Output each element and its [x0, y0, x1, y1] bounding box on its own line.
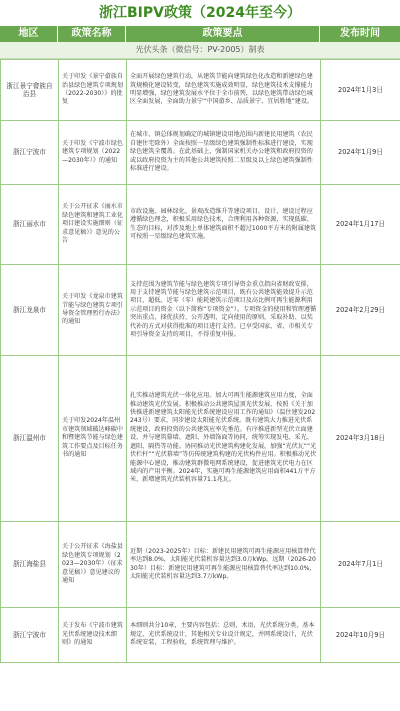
header-region: 地区: [0, 26, 58, 42]
cell-points: 扎实推动建筑光伏一体化应用。加大可再生能源建筑应用力度，全面推动建筑光伏发展。积极推动公共建筑屋顶光伏发展，按照《关于加快推进新建建筑太阳能光伏系统建设应用工作的通知》（温住建发202243号）要求，同步建设太阳能光伏系统。既有建筑大力推进光伏系统建设，政府投资的公共建筑应率先垂范。有序推进新型光伏立面建设，并与建筑幕墙、遮阳、外墙饰面等协同，统筹实现发电、采光、遮阳、隔热等功能。协同推动光伏建筑构建化发展，加强“光伏瓦”“光伏栏杆”“光伏幕墙”等仿传统建筑构建的光伏构件应用。积极推动光伏能源中心建设，推动建筑群微电网系统建设，促进建筑光伏电力在区域内的产用平衡。2024年，实施可再生能源建筑应用面积441万平方米，新增建筑光伏装机容量71.1兆瓦。: [127, 356, 321, 522]
cell-date: 2024年1月17日: [321, 185, 400, 265]
table-row: [1, 356, 400, 522]
cell-region: 浙江宁波市: [1, 121, 59, 185]
cell-points: 在城市、镇总体规划确定的城镇建设用地范围内新建民用建筑（农民自建住宅除外）全面按照一星级绿色建筑强制性标准进行建设，实现绿色建筑全覆盖。在此基础上，强制国家机关办公建筑和政府投资的或以政府投资为主的其他公共建筑按照二星级及以上绿色建筑强制性标准进行建设。: [127, 121, 321, 185]
cell-policy: 关于印发《宁波市绿色建筑专项规划（2022—2030年）》的通知: [59, 121, 127, 185]
cell-region: 浙江丽水市: [1, 185, 59, 265]
cell-policy: 关于发布《宁波市建筑光伏系统建设技术细则》的通知: [59, 608, 127, 663]
cell-date: 2024年2月29日: [321, 265, 400, 356]
table-row: [1, 185, 400, 265]
table-row: [1, 608, 400, 663]
table-row: [1, 522, 400, 608]
cell-policy: 关于印发2024年温州市建筑领域破达峰碳中和暨建筑节能与绿色建筑工作要点及目标任务书的通知: [59, 356, 127, 522]
table-row: [1, 265, 400, 356]
header-policy-name: 政策名称: [58, 26, 126, 42]
cell-points: 市政设施、园林绿化、景观改造维升等建设项目，设计、建设过程应遵循绿色理念，积极采用绿色技术，合理利用各种资源，实现低碳、生态的目标，对涉及地上单体建筑面积不超过1000平方米的附属建筑可按照一星级绿色建筑实施。: [127, 185, 321, 265]
cell-policy: 关于公开征求《海盐县绿色建筑专项规划（2023—2030年）（征求意见稿）》意见建议的通知: [59, 522, 127, 608]
cell-points: 本细则共分10章，主要内容包括：总则，术语，光伏系统分类，基本规定，光伏系统设计，其他相关专业设计规定，并网系统设计，光伏系统安装，工程验收，系统管理与维护。: [127, 608, 321, 663]
cell-region: 浙江景宁畲族自治县: [1, 60, 59, 121]
cell-points: 支持范围为建筑节能与绿色建筑专项引导资金重点指向省财政安排，用于支持建筑节能与绿色建筑示范项目，既有公共建筑能效提升示范项目，超低、近零（零）能耗建筑示范项目及高比例可再生能源利用示范项目的资金（以下简称“专项资金”）。专项资金的使用和管理遵循突出重点、择优扶持、公开透明、定向使用的原则，采取补助、以奖代补的方式对获得批准的项目进行支持。已享受国家、省、市相关专项引导资金支持的项目，不得重复申报。: [127, 265, 321, 356]
cell-region: 浙江宁波市: [1, 608, 59, 663]
table-row: [1, 60, 400, 121]
cell-date: 2024年3月18日: [321, 356, 400, 522]
policy-table: [0, 59, 400, 663]
cell-region: 浙江温州市: [1, 356, 59, 522]
page-title: 浙江BIPV政策（2024年至今）: [0, 0, 400, 26]
cell-points: 近期（2023-2025年）目标：新建民用建筑可再生能源应用核算替代率达到8.0%，太阳能光伏装机容量达到3.0万kWp。远期（2026-2030年）目标：新建民用建筑可再生能源应用核算替代率达到10.0%，太阳能光伏装机容量达到3.7万kWp。: [127, 522, 321, 608]
cell-date: 2024年1月3日: [321, 60, 400, 121]
cell-points: 全面开展绿色建筑行动，从建筑节能向建筑绿色化改造和新建绿色建筑规模化建设转变，绿色建筑实施成效明显，绿色建筑技术支撑能力明显增强，绿色建筑发展水平位于全市前列，以绿色建筑带动绿色城区全面发展，全面助力景宁“中国畲乡、品质景宁、宜居胜地”建设。: [127, 60, 321, 121]
cell-date: 2024年10月9日: [321, 608, 400, 663]
header-policy-points: 政策要点: [126, 26, 320, 42]
cell-date: 2024年7月1日: [321, 522, 400, 608]
cell-policy: 关于印发《龙泉市建筑节能与绿色建筑专项引导资金管理暂行办法》的通知: [59, 265, 127, 356]
source-credit: 光伏头条（微信号：PV-2005）制表: [0, 42, 400, 59]
cell-policy: 关于公开征求《丽水市绿色建筑和建筑工业化项目建设实施细则（征求意见稿）》意见的公告: [59, 185, 127, 265]
header-release-date: 发布时间: [340, 28, 380, 39]
cell-policy: 关于印发《景宁畲族自治县绿色建筑专项规划（2022-2030）》的批复: [59, 60, 127, 121]
cell-region: 浙江龙泉市: [1, 265, 59, 356]
cell-region: 浙江海盐县: [1, 522, 59, 608]
table-header: [0, 26, 400, 42]
cell-date: 2024年1月9日: [321, 121, 400, 185]
table-row: [1, 121, 400, 185]
